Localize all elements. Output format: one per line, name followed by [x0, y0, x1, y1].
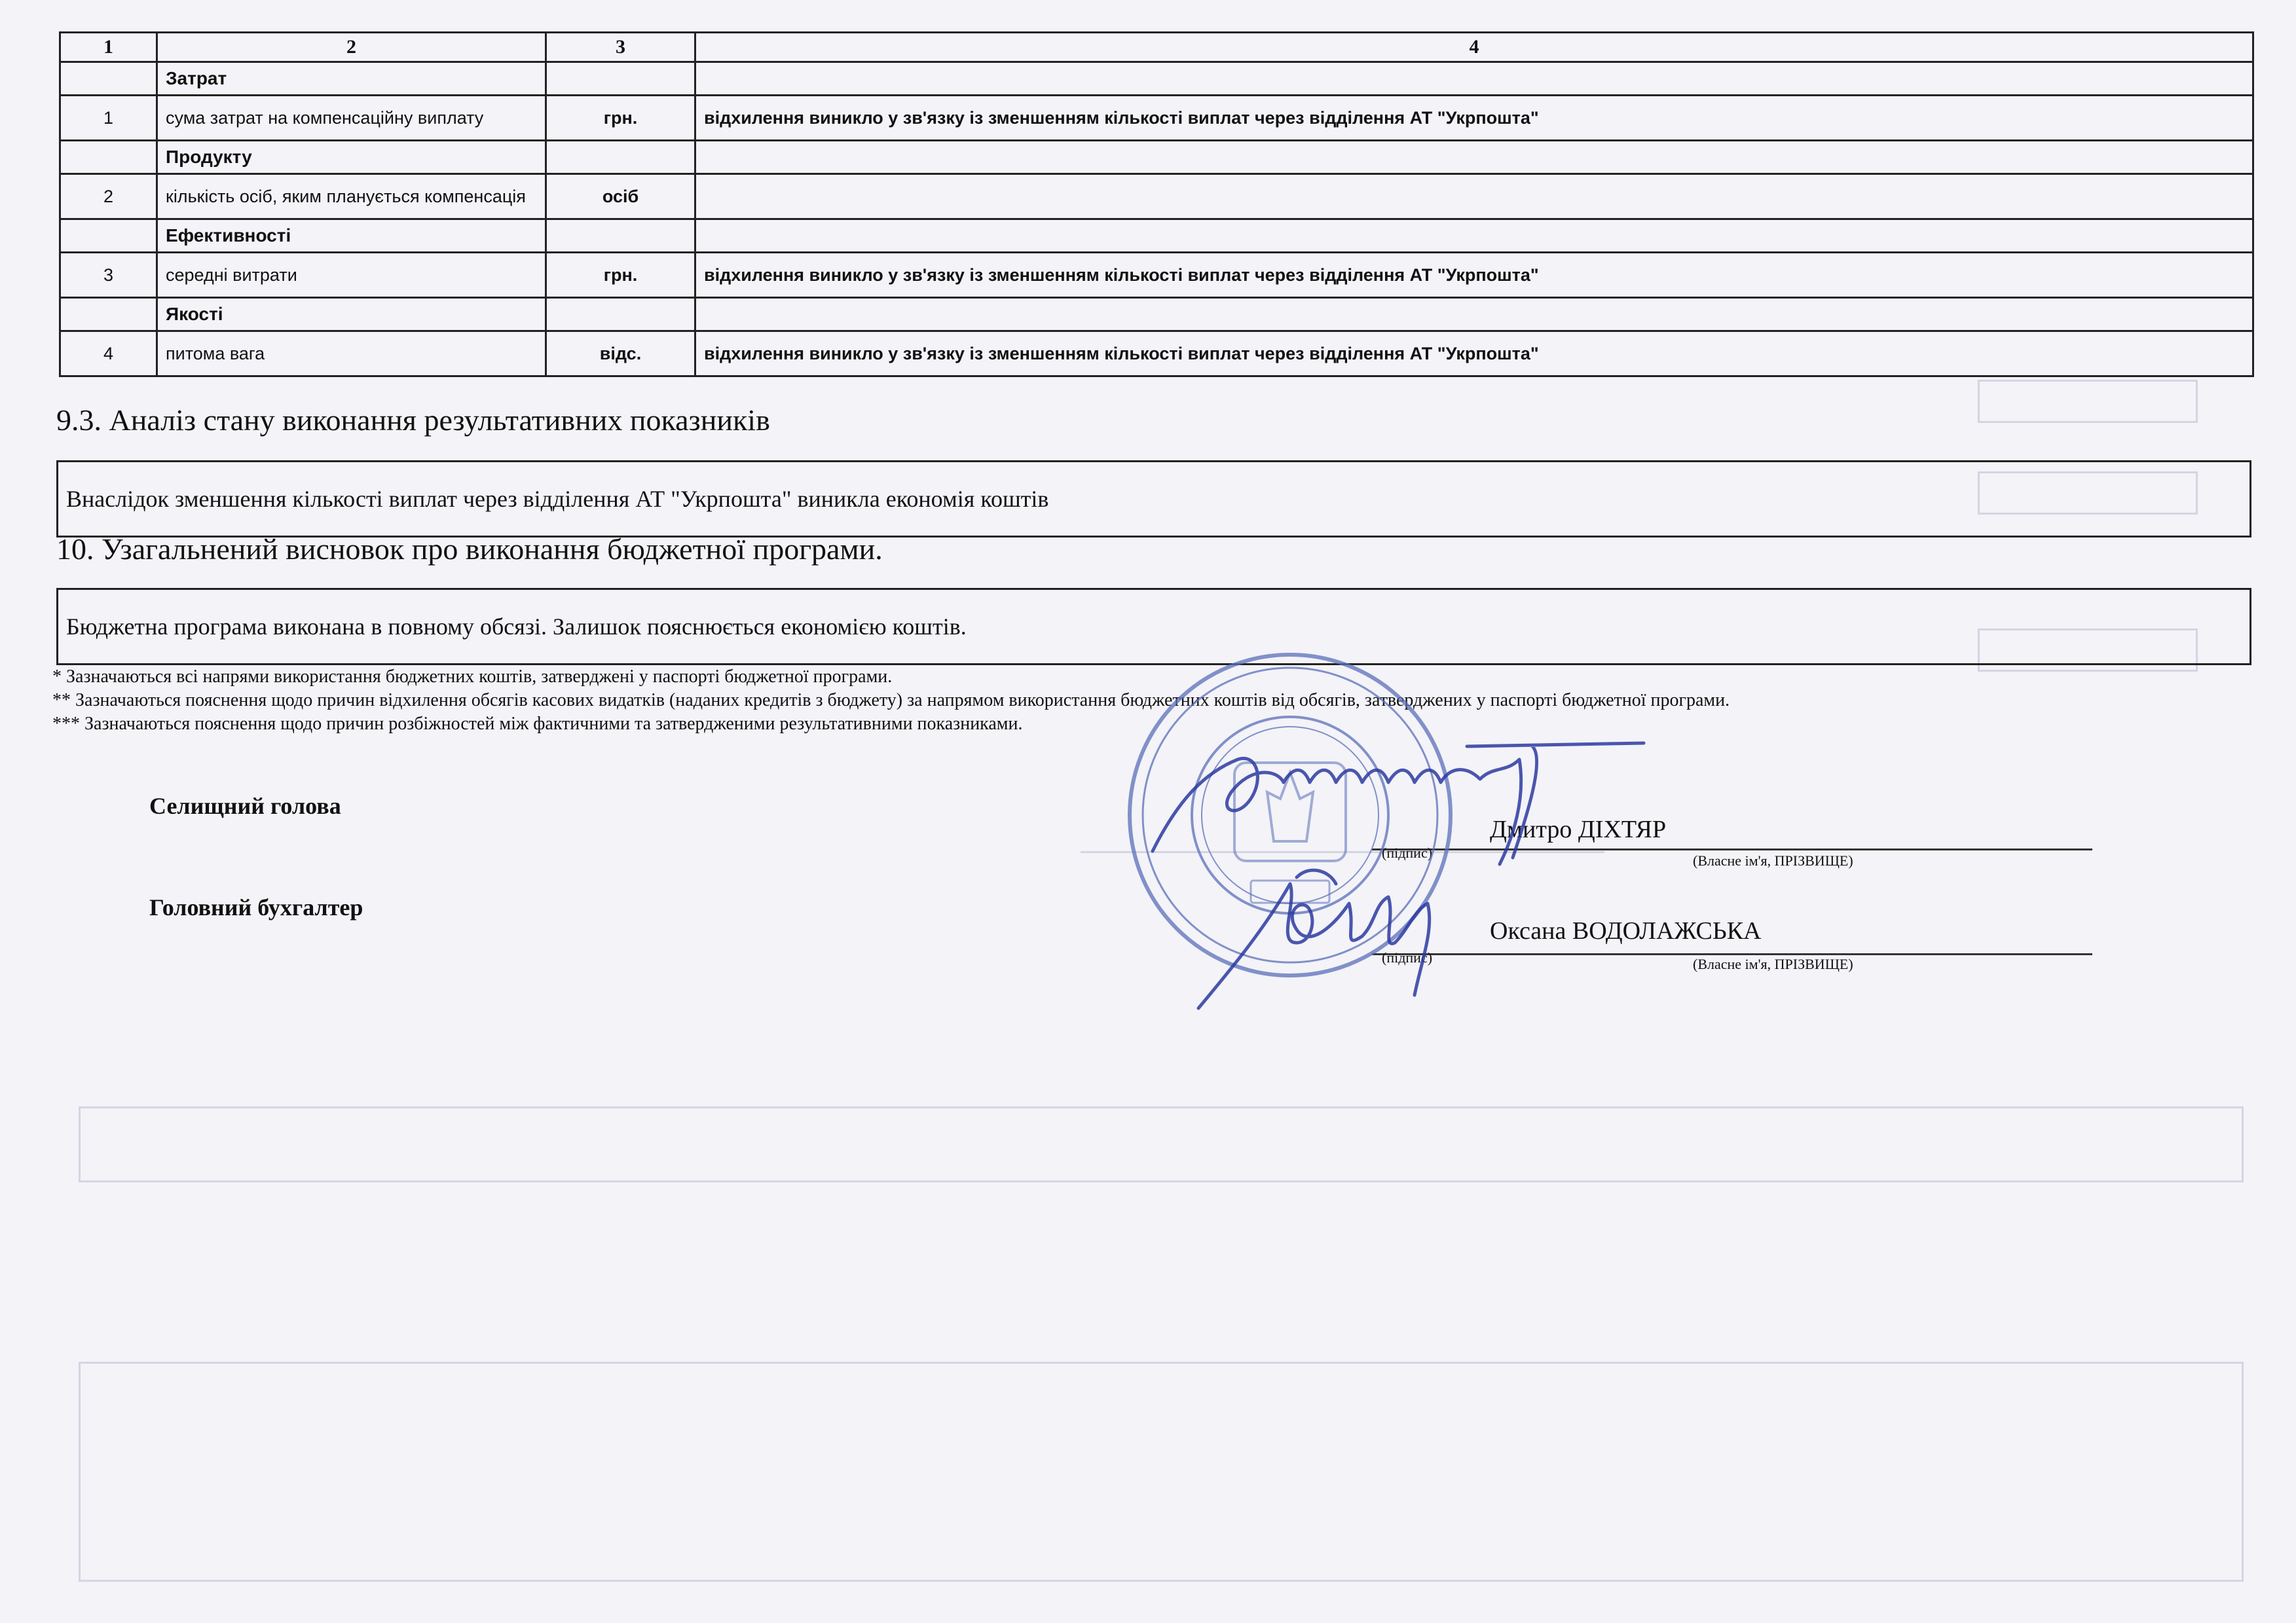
footnote-1: * Зазначаються всі напрями використання бюджетних коштів, затверджені у паспорті бюджетної програми. — [52, 666, 893, 687]
row-number: 2 — [60, 174, 157, 219]
signature-head-icon — [1126, 720, 1663, 871]
section-9-3-title: 9.3. Аналіз стану виконання результативних показників — [56, 403, 770, 437]
group-label: Затрат — [157, 62, 546, 96]
results-table — [59, 31, 2254, 377]
unit: грн. — [546, 96, 695, 141]
signature-caption: (підпис) — [1382, 949, 1433, 966]
table-row — [60, 253, 2253, 298]
name-caption: (Власне ім'я, ПРІЗВИЩЕ) — [1693, 852, 1853, 869]
name-caption: (Власне ім'я, ПРІЗВИЩЕ) — [1693, 956, 1853, 972]
indicator-name: питома вага — [157, 331, 546, 376]
footnote-3: *** Зазначаються пояснення щодо причин розбіжностей між фактичними та затвердженими результативними показниками. — [52, 714, 1023, 734]
table-header-row — [60, 33, 2253, 62]
footnote-2: ** Зазначаються пояснення щодо причин відхилення обсягів касових видатків (наданих кредитів з бюджету) за напрямом використання бюджетних коштів від обсягів, затверджених у паспорті бюджетної програми. — [52, 690, 1730, 710]
column-header: 3 — [546, 33, 695, 62]
unit: грн. — [546, 253, 695, 298]
group-label: Продукту — [157, 141, 546, 174]
row-number: 1 — [60, 96, 157, 141]
signature-accountant-icon — [1179, 858, 1493, 1015]
deviation-note: відхилення виникло у зв'язку із зменшенням кількості виплат через відділення АТ "Укрпошта" — [695, 253, 2253, 298]
signatory-role: Селищний голова — [149, 793, 341, 819]
deviation-note: відхилення виникло у зв'язку із зменшенням кількості виплат через відділення АТ "Укрпошта" — [695, 96, 2253, 141]
group-row-efficiency — [60, 219, 2253, 253]
indicator-name: сума затрат на компенсаційну виплату — [157, 96, 546, 141]
signatory-name: Дмитро ДІХТЯР — [1490, 816, 1667, 843]
table-row — [60, 96, 2253, 141]
unit: осіб — [546, 174, 695, 219]
bleed-through-box — [79, 1106, 2244, 1182]
section-10-title: 10. Узагальнений висновок про виконання бюджетної програми. — [56, 532, 883, 566]
signature-caption: (підпис) — [1382, 845, 1433, 861]
row-number: 3 — [60, 253, 157, 298]
group-label: Ефективності — [157, 219, 546, 253]
group-row-product — [60, 141, 2253, 174]
section-10-text: Бюджетна програма виконана в повному обсязі. Залишок пояснюється економією коштів. — [56, 588, 2251, 665]
signatory-name: Оксана ВОДОЛАЖСЬКА — [1490, 917, 1762, 945]
indicator-name: середні витрати — [157, 253, 546, 298]
column-header: 2 — [157, 33, 546, 62]
deviation-note: відхилення виникло у зв'язку із зменшенням кількості виплат через відділення АТ "Укрпошта" — [695, 331, 2253, 376]
bleed-through-box — [1978, 380, 2198, 423]
row-number: 4 — [60, 331, 157, 376]
deviation-note — [695, 174, 2253, 219]
table-row — [60, 174, 2253, 219]
unit: відс. — [546, 331, 695, 376]
indicator-name: кількість осіб, яким планується компенсація — [157, 174, 546, 219]
signatory-role: Головний бухгалтер — [149, 894, 363, 921]
table-row — [60, 331, 2253, 376]
bleed-through-table — [79, 1362, 2244, 1582]
group-label: Якості — [157, 298, 546, 331]
column-header: 1 — [60, 33, 157, 62]
group-row-costs — [60, 62, 2253, 96]
column-header: 4 — [695, 33, 2253, 62]
group-row-quality — [60, 298, 2253, 331]
section-9-3-text: Внаслідок зменшення кількості виплат через відділення АТ "Укрпошта" виникла економія коштів — [56, 460, 2251, 538]
